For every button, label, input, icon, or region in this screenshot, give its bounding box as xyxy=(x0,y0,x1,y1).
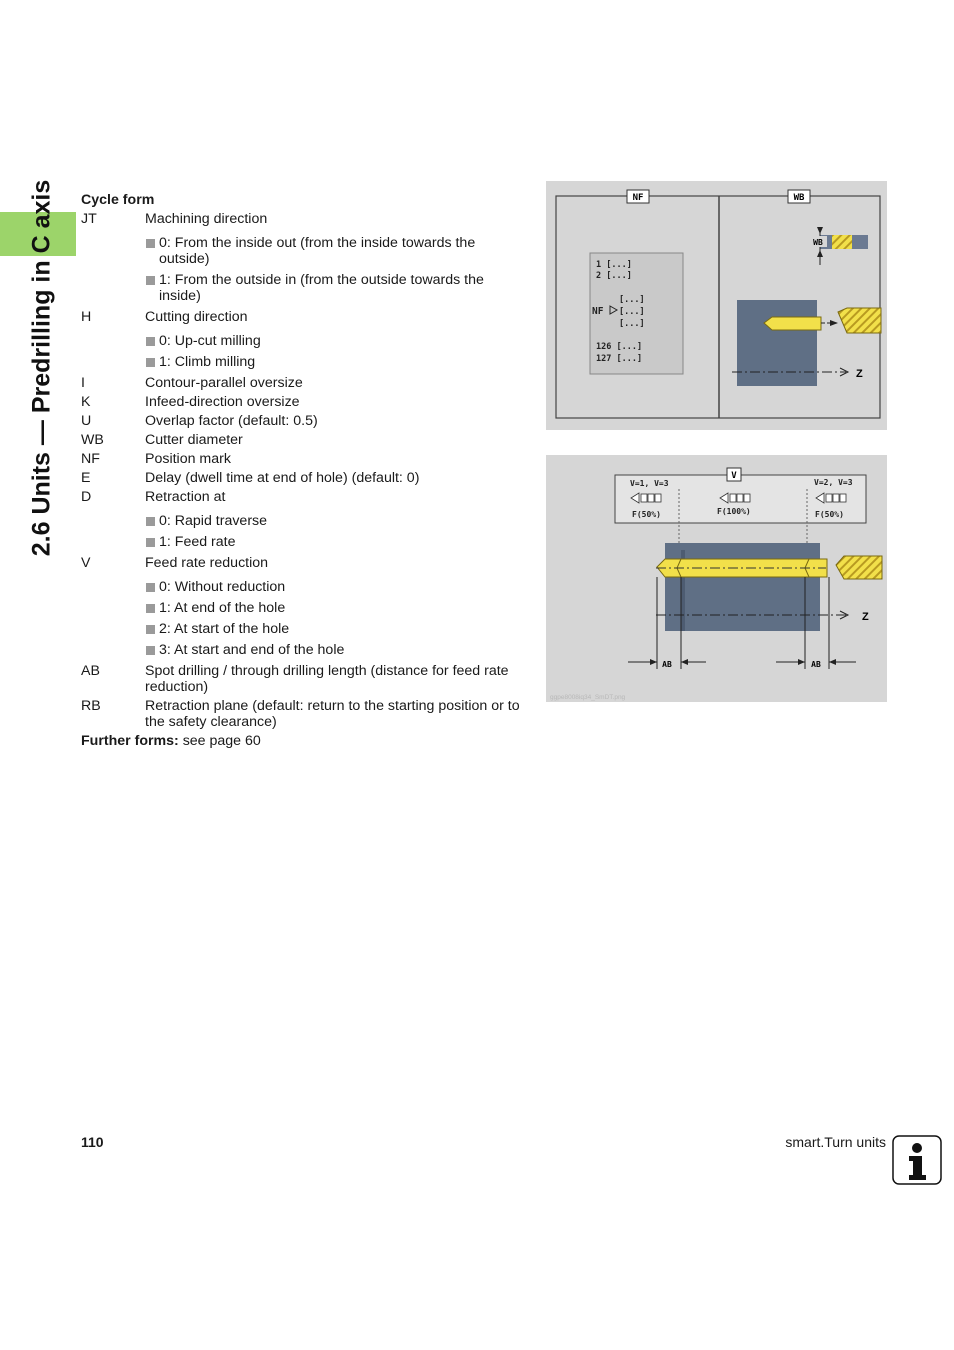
axis-z-label: Z xyxy=(856,368,863,380)
dim-ab-left: AB xyxy=(662,660,672,669)
param-row xyxy=(81,470,521,486)
bullet-square-icon xyxy=(146,517,155,526)
param-option xyxy=(81,513,521,529)
parameter-list xyxy=(81,192,521,749)
option-text: 2: At start of the hole xyxy=(159,621,290,637)
option-text: 1: At end of the hole xyxy=(159,600,286,616)
param-code: V xyxy=(81,555,91,571)
further-forms xyxy=(81,733,521,749)
param-code: U xyxy=(81,413,92,429)
param-row xyxy=(81,432,521,448)
param-row xyxy=(81,413,521,429)
option-text: 0: Rapid traverse xyxy=(159,513,268,529)
param-row xyxy=(81,555,521,571)
param-row xyxy=(81,698,521,730)
param-option xyxy=(81,333,521,349)
option-text: 1: Feed rate xyxy=(159,534,236,550)
figure-filename: ggpe8008iq34_SmDT.png xyxy=(550,694,626,701)
tab-nf: NF xyxy=(632,193,644,203)
option-text: 0: From the inside out (from the inside towards the outside) xyxy=(159,235,476,267)
list-line-4: [...] xyxy=(619,307,645,317)
param-code: D xyxy=(81,489,92,505)
option-text: 0: Up-cut milling xyxy=(159,333,261,349)
feed-right: F(50%) xyxy=(815,510,844,519)
list-line-2: 2 [...] xyxy=(596,271,632,281)
section-heading: Cycle form xyxy=(81,192,155,208)
param-description: Position mark xyxy=(145,451,231,467)
param-row xyxy=(81,451,521,467)
param-code: NF xyxy=(81,451,100,467)
bullet-square-icon xyxy=(146,337,155,346)
bullet-square-icon xyxy=(146,604,155,613)
axis-z-label-2: Z xyxy=(862,611,869,623)
option-text: 1: Climb milling xyxy=(159,354,256,370)
list-nf-mark: NF xyxy=(592,306,604,317)
further-forms-link[interactable]: see page 60 xyxy=(178,733,261,749)
param-description: Spot drilling / through drilling length (distance for feed rate reduction) xyxy=(145,663,509,695)
param-description: Delay (dwell time at end of hole) (default: 0) xyxy=(145,470,420,486)
list-line-7: 127 [...] xyxy=(596,354,643,364)
list-line-1: 1 [...] xyxy=(596,260,632,270)
param-row xyxy=(81,394,521,410)
param-option xyxy=(81,534,521,550)
footer-title: smart.Turn units xyxy=(785,1134,886,1150)
bullet-square-icon xyxy=(146,538,155,547)
wb-dimension-label: WB xyxy=(813,238,823,247)
feed-left: F(50%) xyxy=(632,510,661,519)
list-line-3: [...] xyxy=(619,295,645,305)
param-code: RB xyxy=(81,698,101,714)
info-icon xyxy=(892,1135,942,1185)
tab-v: V xyxy=(731,471,737,481)
list-line-6: 126 [...] xyxy=(596,342,643,352)
bullet-square-icon xyxy=(146,276,155,285)
label-v2-v3: V=2, V=3 xyxy=(814,478,853,487)
param-row xyxy=(81,211,521,227)
page-number: 110 xyxy=(81,1134,104,1150)
param-option xyxy=(81,272,521,304)
param-option xyxy=(81,600,521,616)
param-code: E xyxy=(81,470,91,486)
bullet-square-icon xyxy=(146,625,155,634)
param-code: K xyxy=(81,394,91,410)
bullet-square-icon xyxy=(146,239,155,248)
bullet-square-icon xyxy=(146,583,155,592)
param-row xyxy=(81,375,521,391)
param-code: JT xyxy=(81,211,97,227)
param-description: Feed rate reduction xyxy=(145,555,269,571)
param-option xyxy=(81,621,521,637)
figure-feed-reduction xyxy=(546,455,887,702)
param-description: Cutting direction xyxy=(145,309,248,325)
param-description: Retraction plane (default: return to the starting position or to the safety clearance) xyxy=(145,698,520,730)
param-description: Machining direction xyxy=(145,211,268,227)
param-row xyxy=(81,489,521,505)
label-v1-v3: V=1, V=3 xyxy=(630,479,669,488)
bullet-square-icon xyxy=(146,646,155,655)
param-description: Infeed-direction oversize xyxy=(145,394,300,410)
param-code: H xyxy=(81,309,92,325)
dim-ab-right: AB xyxy=(811,660,821,669)
option-text: 3: At start and end of the hole xyxy=(159,642,345,658)
param-row xyxy=(81,309,521,325)
tab-wb: WB xyxy=(793,193,805,203)
param-code: I xyxy=(81,375,85,391)
option-text: 0: Without reduction xyxy=(159,579,286,595)
option-text: 1: From the outside in (from the outside towards the inside) xyxy=(159,272,484,304)
bullet-square-icon xyxy=(146,358,155,367)
param-description: Contour-parallel oversize xyxy=(145,375,303,391)
further-forms-label: Further forms: xyxy=(81,733,179,749)
feed-middle: F(100%) xyxy=(717,507,751,516)
param-description: Cutter diameter xyxy=(145,432,243,448)
param-description: Retraction at xyxy=(145,489,226,505)
param-option xyxy=(81,354,521,370)
param-description: Overlap factor (default: 0.5) xyxy=(145,413,318,429)
param-code: AB xyxy=(81,663,100,679)
param-option xyxy=(81,642,521,658)
list-line-5: [...] xyxy=(619,319,645,329)
param-row xyxy=(81,663,521,695)
param-option xyxy=(81,579,521,595)
figure-nf-wb xyxy=(546,181,887,430)
param-option xyxy=(81,235,521,267)
param-code: WB xyxy=(81,432,104,448)
